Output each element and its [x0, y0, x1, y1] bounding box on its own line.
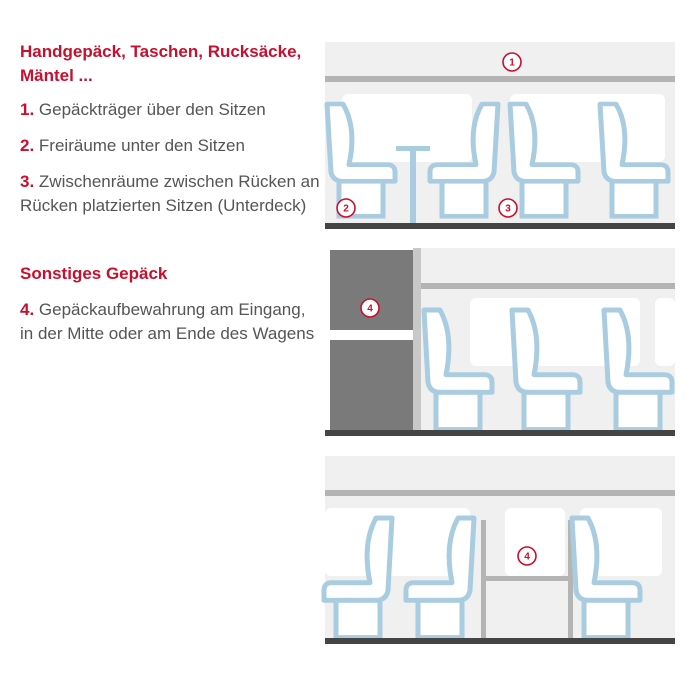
legend-text-2: Freiräume unter den Sitzen: [38, 136, 245, 155]
legend-text-1: Gepäckträger über den Sitzen: [38, 100, 266, 119]
panel-middle-storage: [324, 456, 675, 644]
luggage-rack: [325, 490, 675, 496]
marker-2-label: 2: [343, 203, 349, 215]
window: [505, 508, 565, 576]
marker-4-middle: [518, 547, 536, 565]
luggage-heading: Handgepäck, Taschen, Rucksäcke, Mäntel ...: [20, 42, 302, 85]
legend-text-4: Gepäckaufbewahrung am Eingang, in der Mitte oder am Ende des Wagens: [20, 300, 315, 343]
legend-number-2: 2.: [20, 136, 35, 155]
table-leg: [410, 150, 416, 224]
floor: [325, 223, 675, 229]
legend-number-1: 1.: [20, 100, 35, 119]
storage-frame-post: [413, 248, 421, 430]
marker-3: [499, 199, 517, 217]
storage-compartment: [330, 340, 413, 430]
marker-2: [337, 199, 355, 217]
marker-3-label: 3: [505, 203, 511, 215]
window: [342, 94, 472, 162]
legend-text-3: Zwischenräume zwischen Rücken an Rücken platzierten Sitzen (Unterdeck): [20, 172, 320, 215]
marker-4-entrance: [361, 299, 379, 317]
marker-1-label: 1: [509, 57, 515, 69]
panel-upper-racks: [325, 42, 675, 229]
storage-compartment: [330, 250, 413, 330]
other-luggage-heading: Sonstiges Gepäck: [20, 264, 168, 283]
marker-4-entrance-label: 4: [367, 303, 373, 315]
panel-entrance-storage: [325, 248, 675, 436]
marker-1: [503, 53, 521, 71]
floor: [325, 638, 675, 644]
legend-number-3: 3.: [20, 172, 35, 191]
legend-number-4: 4.: [20, 300, 35, 319]
luggage-rack: [420, 283, 675, 289]
floor: [325, 430, 675, 436]
marker-4-middle-label: 4: [524, 551, 530, 563]
window: [655, 298, 675, 366]
luggage-rack: [325, 76, 675, 82]
